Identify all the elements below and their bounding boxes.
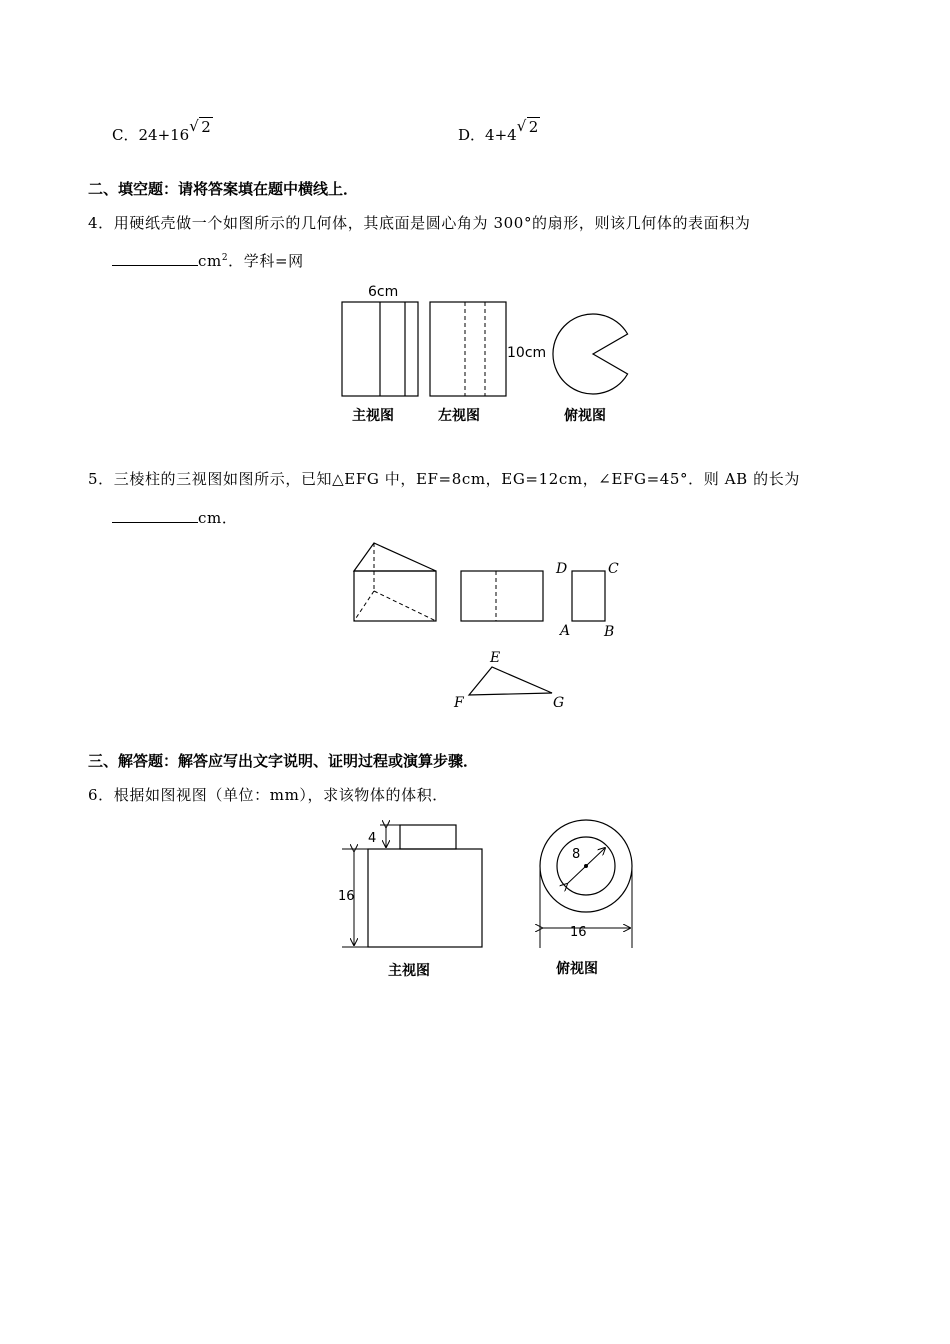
question-6-figure [330, 818, 650, 983]
option-c [112, 118, 213, 145]
prism-top-face [354, 543, 436, 571]
triangle-efg [469, 667, 552, 695]
caption-top: 俯视图 [564, 408, 606, 424]
base-cylinder-front [368, 849, 482, 947]
option-c-label: C．24+16 [112, 126, 190, 144]
section-heading-fill-in: 二、填空题：请将答案填在题中横线上． [88, 180, 359, 198]
label-f: F [454, 695, 464, 711]
dim-4: 4 [368, 831, 377, 846]
sector-top-view [553, 314, 628, 394]
caption-front: 主视图 [352, 408, 394, 424]
question-5-answer-line: cm． [112, 507, 237, 528]
option-d [458, 118, 540, 145]
dim-16-height: 16 [338, 889, 355, 904]
sqrt-symbol: √ 2 [517, 118, 541, 136]
caption-left: 左视图 [438, 408, 480, 424]
answer-blank[interactable] [112, 251, 198, 266]
label-a: A [560, 623, 571, 639]
top-cylinder-front [400, 825, 456, 849]
label-g: G [553, 695, 565, 711]
option-d-label: D．4+4 [458, 126, 517, 144]
dim-10cm: 10cm [507, 345, 547, 361]
caption-front: 主视图 [388, 963, 430, 979]
question-5-text: 5．三棱柱的三视图如图所示，已知△EFG 中，EF=8cm，EG=12cm，∠EFG=45°．则 AB 的长为 [88, 470, 800, 488]
section-heading-solve: 三、解答题：解答应写出文字说明、证明过程或演算步骤． [88, 752, 479, 770]
question-5-figure [340, 535, 640, 715]
dim-8: 8 [572, 847, 581, 862]
question-4-figure [330, 278, 650, 428]
front-view-rect [461, 571, 543, 621]
left-view [430, 302, 506, 396]
side-view-abcd [572, 571, 605, 621]
label-d: D [556, 561, 568, 577]
prism-front-face [354, 571, 436, 621]
answer-blank[interactable] [112, 508, 198, 523]
sqrt-symbol: √ 2 [189, 118, 213, 136]
label-b: B [604, 624, 615, 640]
question-4-answer-line: $cm^2$．学科=网 [112, 250, 304, 271]
caption-top: 俯视图 [556, 961, 598, 977]
dim-6cm: 6cm [368, 284, 399, 300]
question-4-text: 4．用硬纸壳做一个如图所示的几何体，其底面是圆心角为 300°的扇形，则该几何体的表面积为 [88, 214, 751, 232]
label-c: C [608, 561, 619, 577]
dim-16-width: 16 [570, 925, 587, 940]
label-e: E [490, 650, 501, 666]
question-6-text: 6．根据如图视图（单位：mm），求该物体的体积． [88, 786, 448, 804]
